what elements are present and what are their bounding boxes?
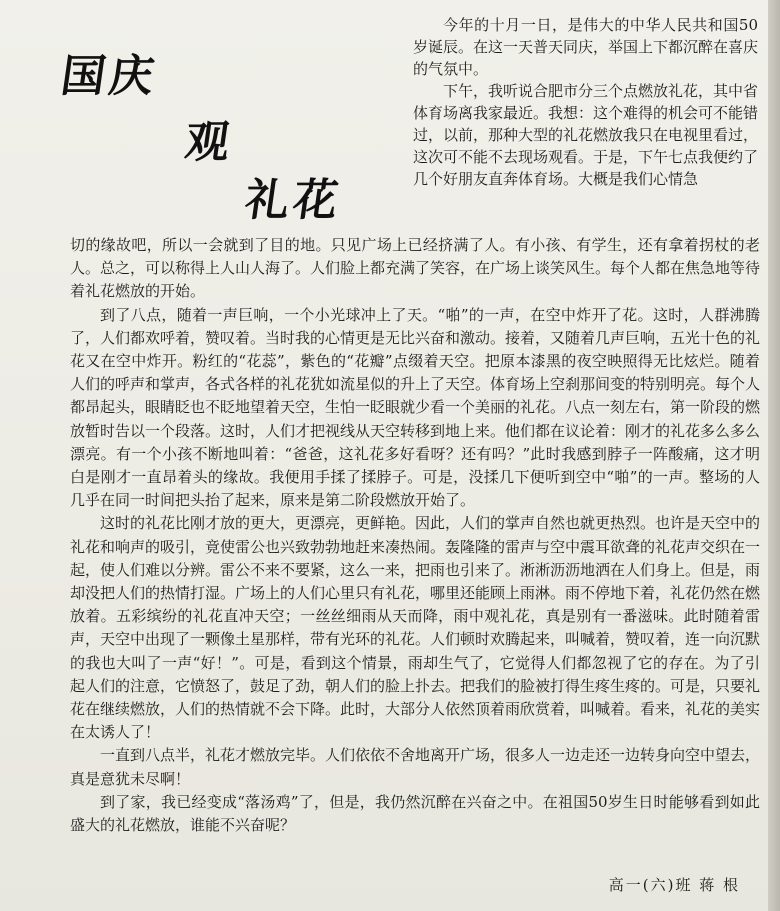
title-line-1: 国庆 [57,51,161,102]
paragraph-fireworks-start: 到了八点，随着一声巨响，一个小光球冲上了天。“啪”的一声，在空中炸开了花。这时，人群沸腾了，人们都欢呼着，赞叹着。当时我的心情更是无比兴奋和激动。接着，又随着几声巨响，五光十色的礼花又在空中炸开。粉红的“花蕊”，紫色的“花瓣”点缀着天空。把原本漆黑的夜空映照得无比炫烂。随着人们的呼声和掌声，各式各样的礼花犹如流星似的升上了天空。体育场上空刹那间变的特别明亮。每个人都昂起头，眼睛眨也不眨地望着天空，生怕一眨眼就少看一个美丽的礼花。八点一刻左右，第一阶段的燃放暂时告以一个段落。这时，人们才把视线从天空转移到地上来。他们都在议论着：刚才的礼花多么多么漂亮。有一个小孩不断地叫着：“爸爸，这礼花多好看呀？还有吗？”此时我感到脖子一阵酸痛，这才明白是刚才一直昂着头的缘故。我便用手揉了揉脖子。可是，没揉几下便听到空中“啪”的一声。整场的人几乎在同一时间把头抬了起来，原来是第二阶段燃放开始了。 [70,305,761,510]
paragraph-intro-1: 今年的十月一日，是伟大的中华人民共和国50岁诞辰。在这一天普天同庆，举国上下都沉醉在喜庆的气氛中。 [413,16,759,78]
article-body [70,234,760,837]
article-intro-column [413,14,758,190]
article-title [0,0,420,225]
paragraph-home: 到了家，我已经变成“落汤鸡”了，但是，我仍然沉醉在兴奋之中。在祖国50岁生日时能够看到如此盛大的礼花燃放，谁能不兴奋呢？ [70,792,760,835]
paragraph-rain: 这时的礼花比刚才放的更大，更漂亮，更鲜艳。因此，人们的掌声自然也就更热烈。也许是天空中的礼花和响声的吸引，竟使雷公也兴致勃勃地赶来凑热闹。轰隆隆的雷声与空中震耳欲聋的礼花声交织在一起，使人们难以分辨。雷公不来不要紧，这么一来，把雨也引来了。淅淅沥沥地洒在人们身上。但是，雨却没把人们的热情打湿。广场上的人们心里只有礼花，哪里还能顾上雨淋。雨不停地下着，礼花仍然在燃放着。五彩缤纷的礼花直冲天空；一丝丝细雨从天而降，雨中观礼花，真是别有一番滋味。此时随着雷声，天空中出现了一颗像土星那样，带有光环的礼花。人们顿时欢腾起来，叫喊着，赞叹着，连一向沉默的我也大叫了一声“好！”。可是，看到这个情景，雨却生气了，它觉得人们都忽视了它的存在。为了引起人们的注意，它愤怒了，鼓足了劲，朝人们的脸上扑去。把我们的脸被打得生疼生疼的。可是，只要礼花在继续燃放，人们的热情就不会下降。此时，大部分人依然顶着雨欣赏着，叫喊着。看来，礼花的美实在太诱人了！ [70,514,761,742]
author-byline: 高一(六)班 蒋 根 [608,876,740,894]
paragraph-ending: 一直到八点半，礼花才燃放完毕。人们依依不舍地离开广场，很多人一边走还一边转身向空中望去，真是意犹未尽啊！ [70,746,761,788]
paragraph-intro-2: 下午，我听说合肥市分三个点燃放礼花，其中省体育场离我家最近。我想：这个难得的机会可不能错过，以前，那种大型的礼花燃放我只在电视里看过，这次可不能不去现场观看。于是，下午七点我便约了几个好朋友直奔体育场。大概是我们心情急 [413,82,759,188]
page-edge-shadow [768,0,780,911]
title-line-2: 观 [181,117,237,168]
title-line-3: 礼花 [241,175,345,226]
paragraph-continuation: 切的缘故吧，所以一会就到了目的地。只见广场上已经挤满了人。有小孩、有学生，还有拿着拐杖的老人。总之，可以称得上人山人海了。人们脸上都充满了笑容，在广场上谈笑风生。每个人都在焦急地等待着礼花燃放的开始。 [70,236,761,301]
